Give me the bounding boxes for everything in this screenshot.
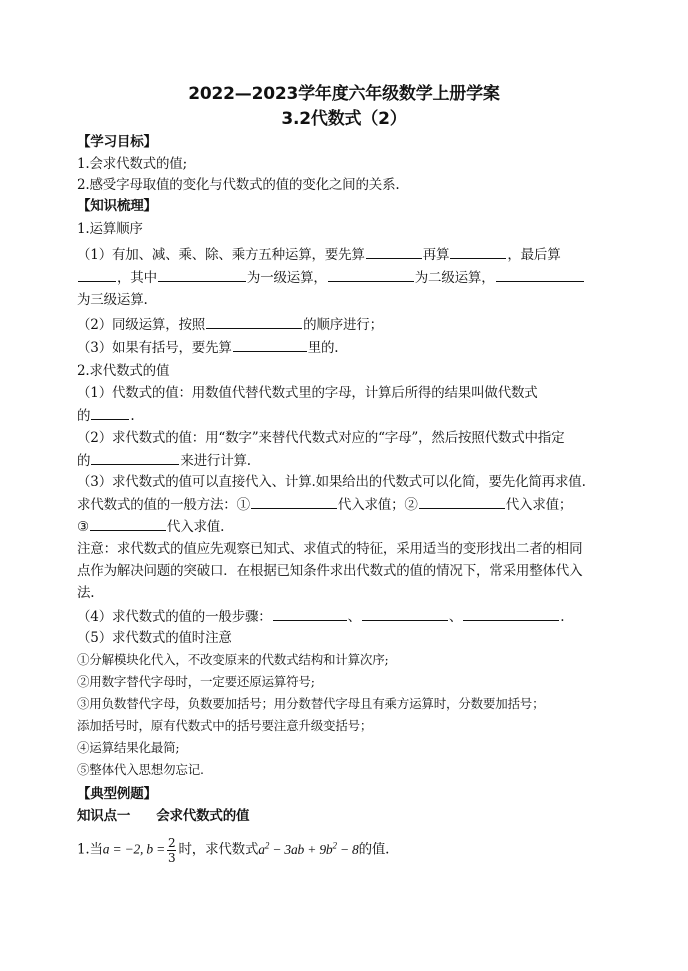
general-methods-line-2: ③ 代入求值.	[77, 516, 224, 537]
tip-item: 添加括号时，原有代数式中的括号要注意升级变括号；	[77, 718, 373, 733]
value-steps: （4）求代数式的值的一般步骤： 、 、 .	[77, 606, 564, 627]
value-rule-1-line-1: （1）代数式的值：用数值代替代数式里的字母，计算后所得的结果叫做代数式	[77, 385, 538, 401]
tip-item: ③用负数替代字母，负数要加括号；用分数替代字母且有乘方运算时，分数要加括号；	[77, 696, 545, 711]
fraction: $\frac{2}{3}$	[168, 835, 176, 865]
answer-blank[interactable]	[233, 337, 307, 352]
page-subtitle: 3.2代数式（2）	[281, 109, 407, 129]
general-methods-line-1: 求代数式的值的一般方法：① 代入求值；② 代入求值；	[77, 494, 572, 515]
knowledge-heading: 【知识梳理】	[77, 198, 157, 214]
answer-blank[interactable]	[450, 244, 506, 259]
examples-heading: 【典型例题】	[77, 786, 157, 802]
answer-blank[interactable]	[362, 606, 448, 621]
tip-item: ②用数字替代字母时，一定要还原运算符号;	[77, 674, 315, 689]
answer-blank[interactable]	[328, 267, 414, 282]
example-question-1: 1.当a = −2, b = $\frac{2}{3}$ 时，求代数式$a^2 - 3ab + 9b^2 - 8$的值.	[77, 835, 390, 865]
answer-blank[interactable]	[419, 494, 505, 509]
objective-item: 2.感受字母取值的变化与代数式的值的变化之间的关系.	[77, 177, 400, 193]
knowledge-point-heading: 知识点一 会求代数式的值	[77, 808, 250, 824]
tip-item: ⑤整体代入思想勿忘记.	[77, 762, 204, 777]
answer-blank[interactable]	[251, 494, 337, 509]
answer-blank[interactable]	[463, 606, 559, 621]
order-rule-1-line-3: 为三级运算.	[77, 292, 148, 308]
page-title: 2022—2023学年度六年级数学上册学案	[188, 84, 500, 104]
answer-blank[interactable]	[78, 267, 116, 282]
order-heading: 1.运算顺序	[77, 221, 143, 237]
value-notes-heading: （5）求代数式的值时注意	[77, 630, 232, 646]
tip-item: ①分解模块化代入，不改变原来的代数式结构和计算次序;	[77, 652, 389, 667]
expression: $a^2 - 3ab + 9b^2 - 8$	[258, 840, 359, 857]
answer-blank[interactable]	[273, 606, 347, 621]
answer-blank[interactable]	[366, 244, 422, 259]
objective-item: 1.会求代数式的值;	[77, 156, 187, 172]
order-rule-1-line-1: （1）有加、减、乘、除、乘方五种运算，要先算 再算 ，最后算	[77, 244, 561, 265]
answer-blank[interactable]	[206, 314, 302, 329]
objectives-heading: 【学习目标】	[77, 134, 157, 150]
answer-blank[interactable]	[91, 450, 179, 465]
note-line: 法.	[77, 585, 95, 601]
value-rule-2-line-1: （2）求代数式的值：用“数字”来替代代数式对应的“字母”，然后按照代数式中指定	[77, 430, 565, 446]
answer-blank[interactable]	[496, 267, 584, 282]
tip-item: ④运算结果化最简;	[77, 740, 180, 755]
value-rule-1-line-2: 的 .	[77, 405, 134, 426]
note-line: 注意：求代数式的值应先观察已知式、求值式的特征，采用适当的变形找出二者的相同	[77, 541, 583, 557]
order-rule-2: （2）同级运算，按照 的顺序进行；	[77, 314, 383, 335]
order-rule-1-line-2: ，其中 为一级运算， 为二级运算，	[77, 267, 585, 288]
answer-blank[interactable]	[158, 267, 246, 282]
answer-blank[interactable]	[91, 405, 129, 420]
order-rule-3: （3）如果有括号，要先算 里的.	[77, 337, 338, 358]
value-rule-2-line-2: 的 来进行计算.	[77, 450, 251, 471]
note-line: 点作为解决问题的突破口．在根据已知条件求出代数式的值的情况下，常采用整体代入	[77, 563, 583, 579]
answer-blank[interactable]	[90, 516, 166, 531]
value-heading: 2.求代数式的值	[77, 363, 170, 379]
value-rule-3: （3）求代数式的值可以直接代入、计算.如果给出的代数式可以化简，要先化简再求值.	[77, 474, 586, 490]
